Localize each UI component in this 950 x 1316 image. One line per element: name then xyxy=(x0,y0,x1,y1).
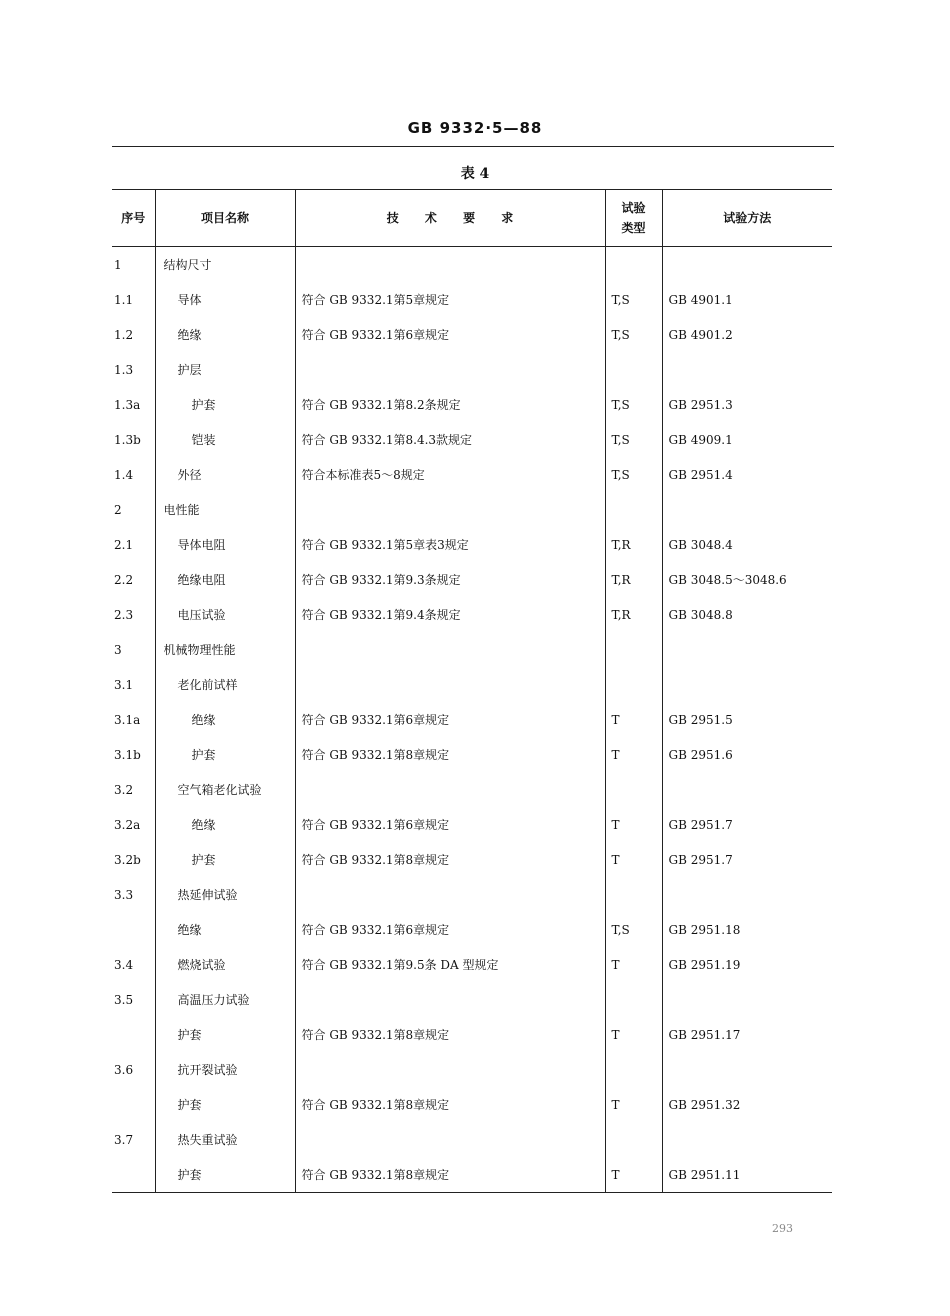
cell-method xyxy=(662,247,832,283)
cell-item: 护层 xyxy=(155,352,295,387)
table-row xyxy=(112,492,832,527)
cell-no: 1.2 xyxy=(114,327,134,342)
cell-no: 3.2b xyxy=(114,852,141,867)
cell-requirement xyxy=(295,667,605,702)
cell-item: 护套 xyxy=(155,1017,295,1052)
cell-requirement: 符合 GB 9332.1第9.3条规定 xyxy=(295,562,605,597)
page-number: 293 xyxy=(772,1222,793,1235)
cell-no: 1.1 xyxy=(114,292,134,307)
cell-no: 3 xyxy=(114,642,122,657)
table-row xyxy=(112,807,832,842)
cell-requirement: 符合本标准表5～8规定 xyxy=(295,457,605,492)
cell-test-type: T,R xyxy=(605,527,662,562)
cell-test-type: T xyxy=(605,1017,662,1052)
cell-test-type: T xyxy=(605,1157,662,1193)
cell-requirement xyxy=(295,352,605,387)
cell-requirement: 符合 GB 9332.1第8章规定 xyxy=(295,1017,605,1052)
cell-no: 2 xyxy=(114,502,122,517)
cell-item: 空气箱老化试验 xyxy=(155,772,295,807)
cell-method: GB 2951.19 xyxy=(662,947,832,982)
cell-method: GB 3048.5～3048.6 xyxy=(662,562,832,597)
cell-test-type: T xyxy=(605,737,662,772)
cell-requirement xyxy=(295,772,605,807)
cell-no xyxy=(112,1017,155,1052)
cell-method: GB 2951.32 xyxy=(662,1087,832,1122)
cell-no: 1.4 xyxy=(114,467,134,482)
cell-requirement xyxy=(295,492,605,527)
cell-item: 绝缘 xyxy=(155,702,295,737)
cell-no: 3.2 xyxy=(114,782,134,797)
cell-method: GB 2951.11 xyxy=(662,1157,832,1193)
cell-method xyxy=(662,667,832,702)
cell-test-type: T xyxy=(605,1087,662,1122)
table-row xyxy=(112,247,832,283)
table-row xyxy=(112,352,832,387)
cell-requirement xyxy=(295,1122,605,1157)
cell-no: 3.1b xyxy=(114,747,141,762)
cell-method: GB 4901.2 xyxy=(662,317,832,352)
cell-item: 结构尺寸 xyxy=(155,247,295,283)
table-row xyxy=(112,562,832,597)
cell-test-type: T xyxy=(605,842,662,877)
cell-requirement xyxy=(295,982,605,1017)
cell-item: 护套 xyxy=(155,387,295,422)
cell-method xyxy=(662,1052,832,1087)
cell-requirement: 符合 GB 9332.1第6章规定 xyxy=(295,317,605,352)
test-spec-table xyxy=(112,189,832,1193)
cell-test-type: T,S xyxy=(605,912,662,947)
table-row xyxy=(112,527,832,562)
cell-no: 3.3 xyxy=(114,887,134,902)
cell-method xyxy=(662,352,832,387)
cell-test-type: T,S xyxy=(605,282,662,317)
cell-item: 护套 xyxy=(155,842,295,877)
cell-test-type: T,S xyxy=(605,422,662,457)
cell-item: 铠装 xyxy=(155,422,295,457)
cell-no: 1 xyxy=(114,257,122,272)
cell-test-type xyxy=(605,1052,662,1087)
cell-method: GB 2951.18 xyxy=(662,912,832,947)
cell-test-type xyxy=(605,247,662,283)
table-title: 表 4 xyxy=(460,166,490,182)
cell-test-type xyxy=(605,1122,662,1157)
cell-test-type xyxy=(605,492,662,527)
cell-item: 机械物理性能 xyxy=(155,632,295,667)
cell-item: 绝缘 xyxy=(155,807,295,842)
cell-test-type: T,S xyxy=(605,387,662,422)
cell-method: GB 2951.6 xyxy=(662,737,832,772)
cell-item: 电压试验 xyxy=(155,597,295,632)
cell-method xyxy=(662,1122,832,1157)
cell-test-type: T,R xyxy=(605,597,662,632)
column-header-no: 序号 xyxy=(112,190,155,247)
table-row xyxy=(112,737,832,772)
cell-method xyxy=(662,877,832,912)
table-body xyxy=(112,247,832,1193)
cell-method: GB 4909.1 xyxy=(662,422,832,457)
cell-item: 老化前试样 xyxy=(155,667,295,702)
cell-no: 3.2a xyxy=(114,817,141,832)
cell-method xyxy=(662,982,832,1017)
cell-no: 2.3 xyxy=(114,607,134,622)
cell-item: 护套 xyxy=(155,1087,295,1122)
cell-item: 绝缘电阻 xyxy=(155,562,295,597)
cell-requirement: 符合 GB 9332.1第5章规定 xyxy=(295,282,605,317)
cell-item: 热失重试验 xyxy=(155,1122,295,1157)
column-header-test-type-line2: 类型 xyxy=(621,221,646,235)
table-row xyxy=(112,1017,832,1052)
cell-item: 燃烧试验 xyxy=(155,947,295,982)
table-row xyxy=(112,632,832,667)
cell-test-type: T,S xyxy=(605,317,662,352)
cell-method: GB 2951.5 xyxy=(662,702,832,737)
cell-no: 2.1 xyxy=(114,537,134,552)
cell-test-type xyxy=(605,632,662,667)
cell-no: 3.1a xyxy=(114,712,141,727)
table-row xyxy=(112,422,832,457)
cell-test-type xyxy=(605,352,662,387)
cell-method: GB 2951.4 xyxy=(662,457,832,492)
cell-requirement: 符合 GB 9332.1第8章规定 xyxy=(295,1087,605,1122)
cell-requirement: 符合 GB 9332.1第6章规定 xyxy=(295,912,605,947)
cell-method xyxy=(662,632,832,667)
cell-item: 导体 xyxy=(155,282,295,317)
cell-method: GB 4901.1 xyxy=(662,282,832,317)
cell-requirement: 符合 GB 9332.1第9.4条规定 xyxy=(295,597,605,632)
standard-code-header: GB 9332·5—88 xyxy=(407,119,543,137)
column-header-method: 试验方法 xyxy=(662,190,832,247)
table-row xyxy=(112,1087,832,1122)
cell-test-type xyxy=(605,982,662,1017)
table-row xyxy=(112,702,832,737)
cell-item: 外径 xyxy=(155,457,295,492)
cell-no: 3.6 xyxy=(114,1062,134,1077)
column-header-requirement: 技 术 要 求 xyxy=(295,190,605,247)
cell-method: GB 2951.7 xyxy=(662,807,832,842)
cell-requirement: 符合 GB 9332.1第6章规定 xyxy=(295,702,605,737)
cell-method: GB 3048.8 xyxy=(662,597,832,632)
cell-no: 3.4 xyxy=(114,957,134,972)
cell-no: 3.7 xyxy=(114,1132,134,1147)
cell-item: 绝缘 xyxy=(155,912,295,947)
column-header-test-type xyxy=(605,190,662,247)
table-row xyxy=(112,947,832,982)
cell-test-type xyxy=(605,772,662,807)
cell-requirement: 符合 GB 9332.1第8章规定 xyxy=(295,737,605,772)
table-row xyxy=(112,842,832,877)
cell-item: 电性能 xyxy=(155,492,295,527)
cell-no: 3.1 xyxy=(114,677,134,692)
table-row xyxy=(112,912,832,947)
cell-item: 抗开裂试验 xyxy=(155,1052,295,1087)
table-row xyxy=(112,317,832,352)
cell-requirement xyxy=(295,247,605,283)
cell-requirement xyxy=(295,877,605,912)
table-row xyxy=(112,1052,832,1087)
table-row xyxy=(112,982,832,1017)
cell-test-type xyxy=(605,667,662,702)
cell-method xyxy=(662,492,832,527)
cell-item: 绝缘 xyxy=(155,317,295,352)
cell-method: GB 2951.17 xyxy=(662,1017,832,1052)
cell-no xyxy=(112,1157,155,1193)
table-row xyxy=(112,1157,832,1193)
header-rule xyxy=(112,146,834,147)
cell-requirement: 符合 GB 9332.1第5章表3规定 xyxy=(295,527,605,562)
cell-requirement: 符合 GB 9332.1第8章规定 xyxy=(295,1157,605,1193)
cell-requirement xyxy=(295,1052,605,1087)
table-header-row xyxy=(112,190,832,247)
cell-method: GB 2951.3 xyxy=(662,387,832,422)
table-row xyxy=(112,877,832,912)
cell-item: 护套 xyxy=(155,737,295,772)
cell-no: 1.3b xyxy=(114,432,141,447)
cell-method: GB 3048.4 xyxy=(662,527,832,562)
cell-requirement: 符合 GB 9332.1第8.2条规定 xyxy=(295,387,605,422)
cell-test-type: T,S xyxy=(605,457,662,492)
table-row xyxy=(112,667,832,702)
table-row xyxy=(112,387,832,422)
cell-test-type: T xyxy=(605,702,662,737)
cell-no: 3.5 xyxy=(114,992,134,1007)
table-row xyxy=(112,597,832,632)
cell-item: 导体电阻 xyxy=(155,527,295,562)
cell-method xyxy=(662,772,832,807)
table-row xyxy=(112,457,832,492)
cell-item: 热延伸试验 xyxy=(155,877,295,912)
cell-no xyxy=(112,912,155,947)
cell-method: GB 2951.7 xyxy=(662,842,832,877)
cell-test-type xyxy=(605,877,662,912)
table-row xyxy=(112,282,832,317)
cell-test-type: T,R xyxy=(605,562,662,597)
cell-requirement: 符合 GB 9332.1第8.4.3款规定 xyxy=(295,422,605,457)
cell-no: 1.3a xyxy=(114,397,141,412)
cell-requirement xyxy=(295,632,605,667)
cell-requirement: 符合 GB 9332.1第6章规定 xyxy=(295,807,605,842)
cell-item: 高温压力试验 xyxy=(155,982,295,1017)
cell-test-type: T xyxy=(605,807,662,842)
cell-requirement: 符合 GB 9332.1第8章规定 xyxy=(295,842,605,877)
column-header-test-type-line1: 试验 xyxy=(621,201,646,215)
table-row xyxy=(112,772,832,807)
cell-requirement: 符合 GB 9332.1第9.5条 DA 型规定 xyxy=(295,947,605,982)
cell-no: 1.3 xyxy=(114,362,134,377)
cell-no: 2.2 xyxy=(114,572,134,587)
cell-no xyxy=(112,1087,155,1122)
table-row xyxy=(112,1122,832,1157)
cell-item: 护套 xyxy=(155,1157,295,1193)
cell-test-type: T xyxy=(605,947,662,982)
column-header-item: 项目名称 xyxy=(155,190,295,247)
